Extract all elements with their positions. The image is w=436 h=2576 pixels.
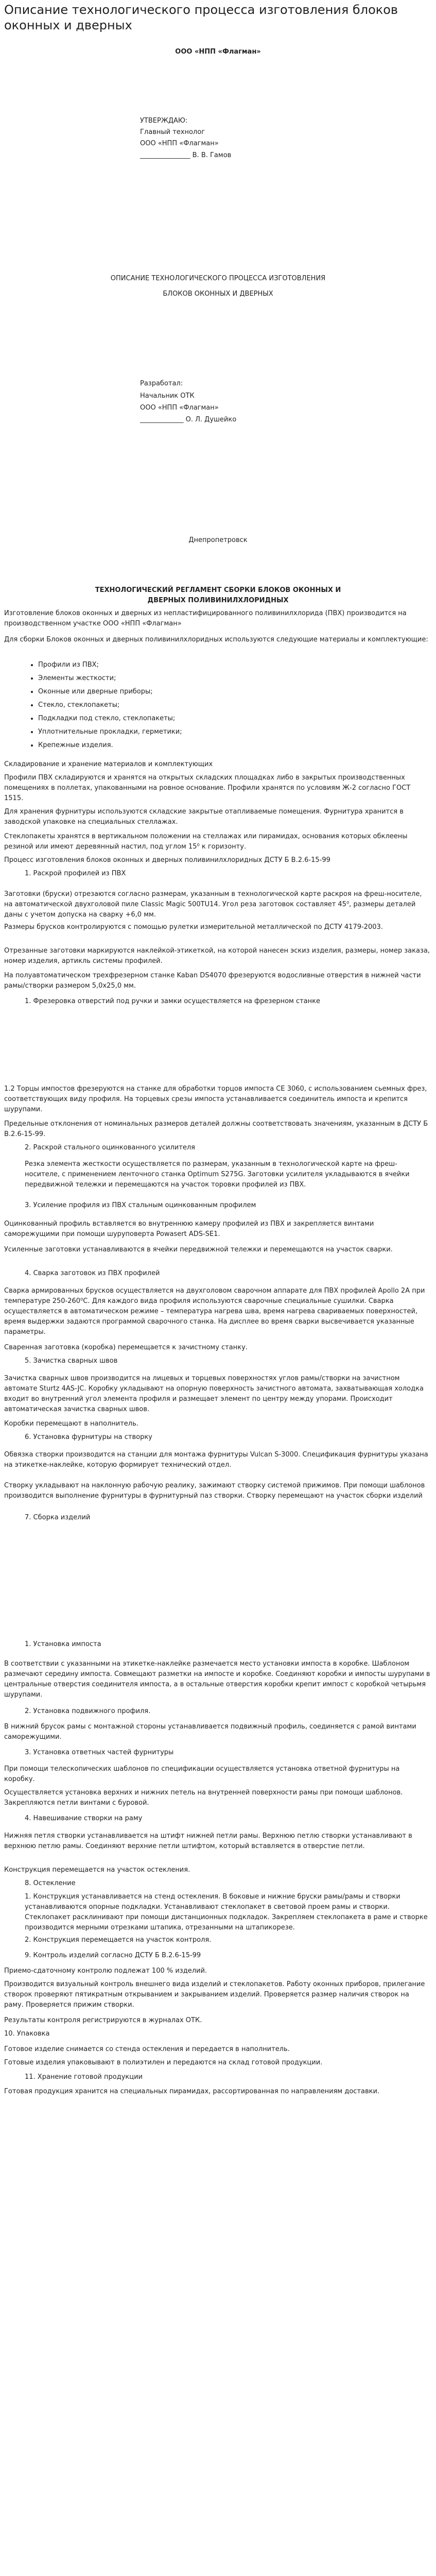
- step-5-heading: 5. Зачистка сварных швов: [25, 1357, 118, 1365]
- list-item: • Элементы жесткости;: [38, 672, 182, 685]
- city: Днепропетровск: [188, 536, 248, 544]
- paragraph-profiles-storage: Профили ПВХ складируются и хранятся на открытых складских площадках либо в закрытых производственных помещениях в поллетах, упакованными на ровное основание. Профили хранятся по условиям Ж-2 согласно ГОСТ 1515.: [4, 774, 411, 802]
- subtitle-line-2: БЛОКОВ ОКОННЫХ И ДВЕРНЫХ: [163, 290, 273, 298]
- paragraph-sash-fixing: Створку укладывают на наклонную рабочую реалику, зажимают створку системой прижимов. При помощи шаблонов производится выполнение фурнитуры в фурнитурный паз створки. Створку перемещают на участок сборки изделий: [4, 1482, 425, 1500]
- paragraph-hardware-storage: Для хранения фурнитуры используются складские закрытые отапливаемые помещения. Фурнитура хранится в заводской упаковке на специальных стеллажах.: [4, 808, 404, 826]
- step-1-heading: 1. Раскрой профилей из ПВХ: [25, 870, 126, 877]
- paragraph-steel-cutting: Резка элемента жесткости осуществляется по размерам, указанным в технологической карте на фреш-носителе, с применением ленточного станка Optimum S275G. Заготовки усилителя укладываются в ячейки передвижной тележки и перемещаются на участок торовки профилей из ПВХ.: [25, 1160, 410, 1189]
- paragraph-size-control: Размеры брусков контролируются с помощью рулетки измерительной металлической по ДСТУ 4179-2003.: [4, 923, 383, 931]
- paragraph-process-heading: Процесс изготовления блоков оконных и дверных поливинилхлоридных ДСТУ Б В.2.6-15-99: [4, 856, 330, 864]
- step-7-3-heading: 3. Установка ответных частей фурнитуры: [25, 1749, 174, 1756]
- step-7-4-heading: 4. Навешивание створки на раму: [25, 1815, 143, 1822]
- paragraph-visual-control: Производится визуальный контроль внешнего вида изделий и стеклопакетов. Работу оконных приборов, прилегание створок проверяют пятикратным открыванием и закрыванием изделий. Проверяется размер наличия створок на раму. Проверяется прижим створки.: [4, 1980, 425, 2009]
- regulation-title-1: ТЕХНОЛОГИЧЕСКИЙ РЕГЛАМЕНТ СБОРКИ БЛОКОВ ОКОННЫХ И: [95, 586, 341, 594]
- paragraph-marking: Отрезанные заготовки маркируются наклейкой-этикеткой, на которой нанесен эскиз изделия, размеры, номер заказа, номер изделия, артикль системы профилей.: [4, 947, 430, 965]
- step-1-1-heading: 1. Фрезеровка отверстий под ручки и замки осуществляется на фрезерном станке: [25, 997, 320, 1005]
- list-item: • Стекло, стеклопакеты;: [38, 699, 182, 712]
- paragraph-reinforcement: Оцинкованный профиль вставляется во внутреннюю камеру профилей из ПВХ и закрепляется винтами саморежущими при помощи шуруповерта Powasert ADS-SE1.: [4, 1220, 374, 1238]
- paragraph-welding: Сварка армированных брусков осуществляется на двухголовом сварочном аппарате для ПВХ профилей Apollo 2A при температуре 250-260⁰С. Для каждого вида профиля используются сварочные специальные сушилки. Сварка осуществляется в автоматическом режиме – температура нагрева шва, время нагрева свариваемых поверхностей, время выдержки задаются программой сварочного станка. На дисплее во время сварки высвечивается указанные параметры.: [4, 1287, 425, 1336]
- step-10-heading: 10. Упаковка: [4, 2030, 50, 2038]
- paragraph-tolerances: Предельные отклонения от номинальных размеров деталей должны соответствовать значениям, указанным в ДСТУ Б В.2.6-15-99.: [4, 1120, 428, 1138]
- paragraph-packing: Готовые изделия упаковывают в полиэтилен и передаются на склад готовой продукции.: [4, 2059, 323, 2066]
- paragraph-carts: Усиленные заготовки устанавливаются в ячейки передвижной тележки и перемещаются на участок сварки.: [4, 1246, 393, 1253]
- approve-org: ООО «НПП «Флагман»: [140, 140, 219, 147]
- developed-sign: _____________ О. Л. Душейко: [140, 416, 237, 423]
- step-6-heading: 6. Установка фурнитуры на створку: [25, 1433, 152, 1441]
- paragraph-intro: Изготовление блоков оконных и дверных из непластифицированного поливинилхлорида (ПВХ) производится на производственном участке ООО «НПП «Флагман»: [4, 609, 407, 628]
- list-item: • Подкладки под стекло, стеклопакеты;: [38, 712, 182, 725]
- step-7-2-heading: 2. Установка подвижного профиля.: [25, 1707, 151, 1715]
- approve-sign: _______________ В. В. Гамов: [140, 151, 232, 159]
- approve-label: УТВЕРЖДАЮ:: [140, 117, 188, 125]
- step-11-heading: 11. Хранение готовой продукции: [25, 2073, 143, 2081]
- paragraph-removal: Готовое изделие снимается со стенда остекления и передается в наполнитель.: [4, 2045, 290, 2053]
- materials-list: [29, 658, 182, 752]
- paragraph-product-storage: Готовая продукция хранится на специальных пирамидах, рассортированная по направлениям доставки.: [4, 2088, 380, 2095]
- regulation-title-2: ДВЕРНЫХ ПОЛИВИНИЛХЛОРИДНЫХ: [147, 597, 289, 604]
- step-8-2-text: 2. Конструкция перемещается на участок контроля.: [25, 1936, 212, 1944]
- step-7-heading: 7. Сборка изделий: [25, 1514, 91, 1521]
- paragraph-to-cleaning: Сваренная заготовка (коробка) перемещается к зачистному станку.: [4, 1344, 248, 1351]
- paragraph-counter-hardware: При помощи телескопических шаблонов по спецификации осуществляется установка ответной фурнитуры на коробку.: [4, 1765, 400, 1783]
- paragraph-mullion-milling: 1.2 Торцы импостов фрезеруются на станке для обработки торцов импоста CE 3060, с использованием сьемных фрез, соответствующих виду профиля. На торцевых срезы импоста устанавливается соединитель импоста и крепится шурупами.: [4, 1085, 427, 1113]
- paragraph-control-log: Результаты контроля регистрируются в журналах ОТК.: [4, 2016, 202, 2024]
- step-7-1-heading: 1. Установка импоста: [25, 1640, 101, 1648]
- developed-label: Разработал:: [140, 380, 183, 387]
- paragraph-storage-heading: Складирование и хранение материалов и комплектующих: [4, 760, 213, 768]
- list-item: • Профили из ПВХ;: [38, 658, 182, 672]
- paragraph-cleaning: Зачистка сварных швов производится на лицевых и торцевых поверхностях углов рамы/створки на зачистном автомате Sturtz 4AS-JC. Коробку укладывают на опорную поверхность зачистного автомата, захватывающая холодка входит во внутренний угол элемента профиля и размещает элемент по центру между упорами. Происходит автоматическая зачистка сварных швов.: [4, 1375, 424, 1413]
- paragraph-frames-moved: Коробки перемещают в наполнитель.: [4, 1420, 138, 1428]
- list-item: • Крепежные изделия.: [38, 739, 182, 752]
- list-item: • Уплотнительные прокладки, герметики;: [38, 725, 182, 739]
- paragraph-acceptance: Приемо-сдаточному контролю подлежат 100 % изделий.: [4, 1967, 207, 1975]
- paragraph-hinges: Осуществляется установка верхних и нижних петель на внутренней поверхности рамы при помощи шаблонов. Закрепляются петли винтами с буровой.: [4, 1789, 403, 1807]
- step-3-heading: 3. Усиление профиля из ПВХ стальным оцинкованным профилем: [25, 1201, 256, 1209]
- step-4-heading: 4. Сварка заготовок из ПВХ профилей: [25, 1269, 160, 1277]
- document-title: Описание технологического процесса изготовления блоков оконных и дверных: [4, 3, 398, 32]
- paragraph-cutting: Заготовки (бруски) отрезаются согласно размерам, указанным в технологической карте раскроя на фреш-носителе, на автоматической двухголовой пиле Classic Magic 500TU14. Угол реза заготовок составляет 45⁰, размеры деталей даны с учетом допуска на сварку +6,0 мм.: [4, 890, 422, 919]
- developed-position: Начальник ОТК: [140, 392, 195, 400]
- paragraph-sash-hanging: Нижняя петля створки устанавливается на штифт нижней петли рамы. Верхнюю петлю створки устанавливают в верхнюю петлю рамы. Соединяют верхние петли штифтом, который вставляется в отверстие петли.: [4, 1832, 412, 1850]
- paragraph-movable-profile: В нижний брусок рамы с монтажной стороны устанавливается подвижный профиль, соединяется с рамой винтами саморежущими.: [4, 1723, 416, 1741]
- step-2-heading: 2. Раскрой стального оцинкованного усилителя: [25, 1144, 195, 1151]
- paragraph-hardware-install: Обвязка створки производится на станции для монтажа фурнитуры Vulcan S-3000. Спецификация фурнитуры указана на этикетке-наклейке, которую формирует технический отдел.: [4, 1451, 428, 1469]
- step-8-1-text: 1. Конструкция устанавливается на стенд остекления. В боковые и нижние бруски рамы/рамы и створки устанавливаются опорные подкладки. Устанавливают стеклопакет в световой проем рамы и створки. Стеклопакет расклинивают при помощи дистанционных подкладок. Закрепляем стеклопакета в раме и створке производится мерными отрезками штапика, отрезанными на штапикорезе.: [25, 1893, 428, 1931]
- org-name: ООО «НПП «Флагман»: [175, 48, 261, 56]
- paragraph-mullion-install: В соответствии с указанными на этикетке-наклейке размечается место установки импоста в коробке. Шаблоном размечают середину импоста. Совмещают разметки на импосте и коробке. Соединяют коробки и импосты шурупами в центральные отверстия соединителя импоста, а в остальные отверстия коробки крепит импост с коробкой четырьмя шурупами.: [4, 1660, 430, 1699]
- step-9-heading: 9. Контроль изделий согласно ДСТУ Б В.2.6-15-99: [25, 1952, 201, 1959]
- paragraph-glass-storage: Стеклопакеты хранятся в вертикальном положении на стеллажах или пирамидах, основания которых обклеены резиной или имеют деревянный настил, под углом 15⁰ к горизонту.: [4, 833, 408, 851]
- step-8-heading: 8. Остекление: [25, 1879, 76, 1887]
- developed-org: ООО «НПП «Флагман»: [140, 404, 219, 412]
- paragraph-to-glazing: Конструкция перемещается на участок остекления.: [4, 1866, 190, 1874]
- paragraph-materials-intro: Для сборки Блоков оконных и дверных поливинилхлоридных используются следующие материалы и комплектующие:: [4, 636, 428, 643]
- list-item: • Оконные или дверные приборы;: [38, 685, 182, 699]
- subtitle-line-1: ОПИСАНИЕ ТЕХНОЛОГИЧЕСКОГО ПРОЦЕССА ИЗГОТОВЛЕНИЯ: [110, 275, 326, 282]
- paragraph-drainage: На полуавтоматическом трехфрезерном станке Kaban DS4070 фрезеруются водосливные отверстия в нижней части рамы/створки размером 5,0х25,0 мм.: [4, 972, 421, 990]
- approve-position: Главный технолог: [140, 128, 205, 136]
